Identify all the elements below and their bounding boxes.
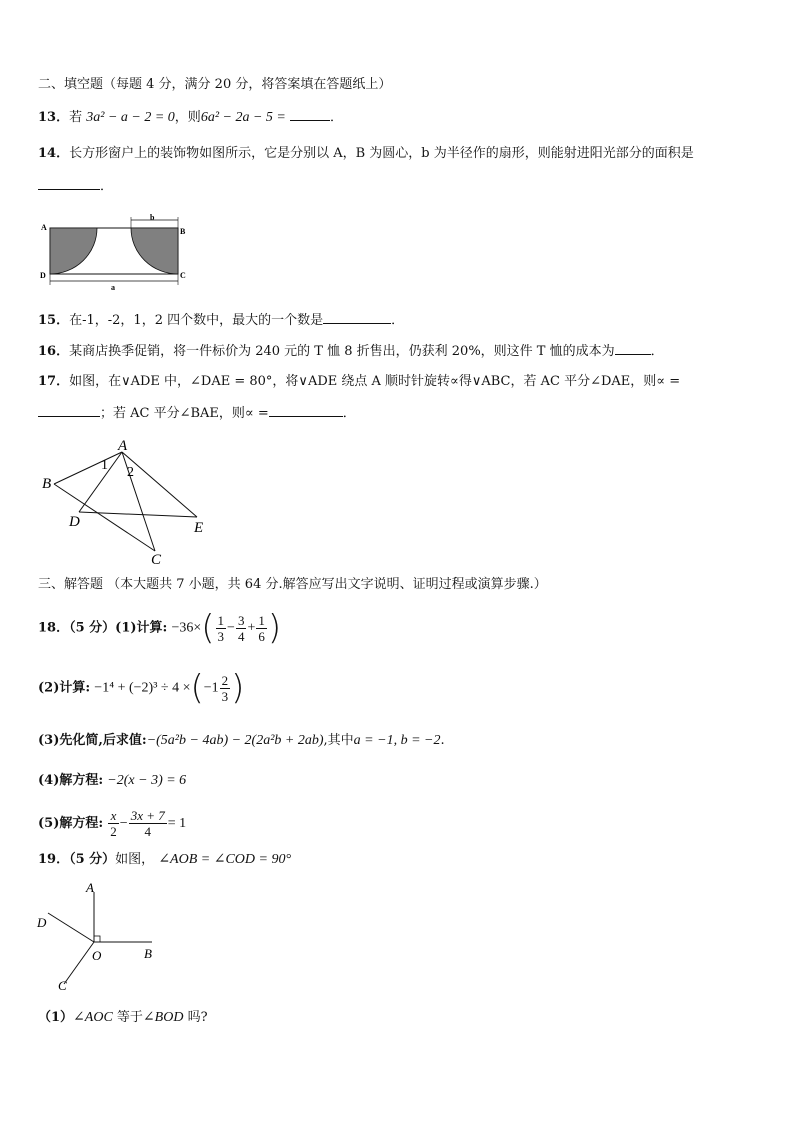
question-14-answer-line: ． bbox=[38, 177, 113, 196]
label-A: A bbox=[41, 223, 47, 232]
question-19-part1: （1）∠AOC 等于∠BOD 吗? bbox=[38, 1010, 208, 1025]
question-17-line2: ；若 AC 平分∠BAE，则∝ = ． bbox=[38, 404, 356, 423]
question-18-part2: (2)计算: −1⁴ + (−2)³ ÷ 4 ×(−1 $\frac{2}{3}$ ) bbox=[38, 668, 245, 708]
question-14: 14．长方形窗户上的装饰物如图所示，它是分别以 A，B 为圆心，b 为半径作的扇形，则能射进阳光部分的面积是 bbox=[38, 146, 694, 161]
label-a: a bbox=[111, 283, 115, 292]
label-b: b bbox=[150, 214, 155, 222]
label-D: D bbox=[40, 271, 46, 280]
label-D: D bbox=[37, 915, 47, 930]
ray-OD bbox=[48, 913, 94, 942]
answer-blank[interactable] bbox=[290, 108, 330, 121]
segment-AB bbox=[54, 452, 122, 484]
perpendicular-angles-figure bbox=[34, 880, 164, 994]
section-heading-fill-in: 二、填空题（每题 4 分，满分 20 分，将答案填在答题纸上） bbox=[38, 77, 392, 92]
question-18-part5: (5)解方程: $\frac{x}{2}$ − $\frac{3x + 7}{4}$ = 1 bbox=[38, 808, 187, 839]
segment-DE bbox=[79, 512, 197, 517]
question-18-part4: (4)解方程: −2(x − 3) = 6 bbox=[38, 773, 187, 788]
sector-left bbox=[50, 228, 97, 274]
question-15: 15．在-1，-2，1，2 四个数中，最大的一个数是 ． bbox=[38, 313, 405, 328]
rotation-triangle-figure bbox=[38, 436, 218, 570]
label-A: A bbox=[86, 880, 94, 895]
label-B: B bbox=[144, 946, 152, 961]
question-13: 13．若 3a² − a − 2 = 0，则6a² − 2a − 5 = ． bbox=[38, 110, 344, 125]
label-O: O bbox=[92, 948, 102, 963]
window-decoration-figure bbox=[38, 214, 198, 292]
answer-blank[interactable] bbox=[269, 404, 343, 417]
label-B: B bbox=[42, 476, 52, 492]
label-E: E bbox=[194, 520, 204, 536]
answer-blank[interactable] bbox=[323, 311, 391, 324]
question-16: 16．某商店换季促销，将一件标价为 240 元的 T 恤 8 折售出，仍获利 20%，则这件 T 恤的成本为 ． bbox=[38, 344, 664, 359]
answer-blank[interactable] bbox=[38, 404, 100, 417]
answer-blank[interactable] bbox=[615, 342, 651, 355]
ray-OC bbox=[64, 942, 94, 984]
sector-right bbox=[131, 228, 178, 274]
question-19: 19．（5 分）如图， ∠AOB = ∠COD = 90° bbox=[38, 852, 292, 867]
question-17: 17．如图，在∨ADE 中，∠DAE = 80°，将∨ADE 绕点 A 顺时针旋转∝得∨ABC，若 AC 平分∠DAE，则∝ = bbox=[38, 374, 681, 389]
label-C: C bbox=[58, 978, 67, 993]
label-A: A bbox=[118, 438, 128, 454]
right-angle-mark bbox=[94, 936, 100, 942]
label-C: C bbox=[151, 552, 162, 568]
label-B: B bbox=[180, 227, 186, 236]
question-18-part3: (3)先化简,后求值:−(5a²b − 4ab) − 2(2a²b + 2ab),其中a = −1, b = −2. bbox=[38, 733, 445, 748]
question-18-part1: 18．（5 分）(1)计算: −36×( $\frac{1}{3}$ − $\frac{3}{4}$ + $\frac{1}{6}$ ) bbox=[38, 608, 282, 648]
label-D: D bbox=[69, 514, 80, 530]
label-C: C bbox=[180, 271, 186, 280]
section-heading-solve: 三、解答题 （本大题共 7 小题，共 64 分.解答应写出文字说明、证明过程或演算步骤.） bbox=[38, 577, 547, 592]
angle-label-2: 2 bbox=[127, 465, 134, 480]
angle-label-1: 1 bbox=[101, 458, 108, 473]
answer-blank[interactable] bbox=[38, 177, 100, 190]
